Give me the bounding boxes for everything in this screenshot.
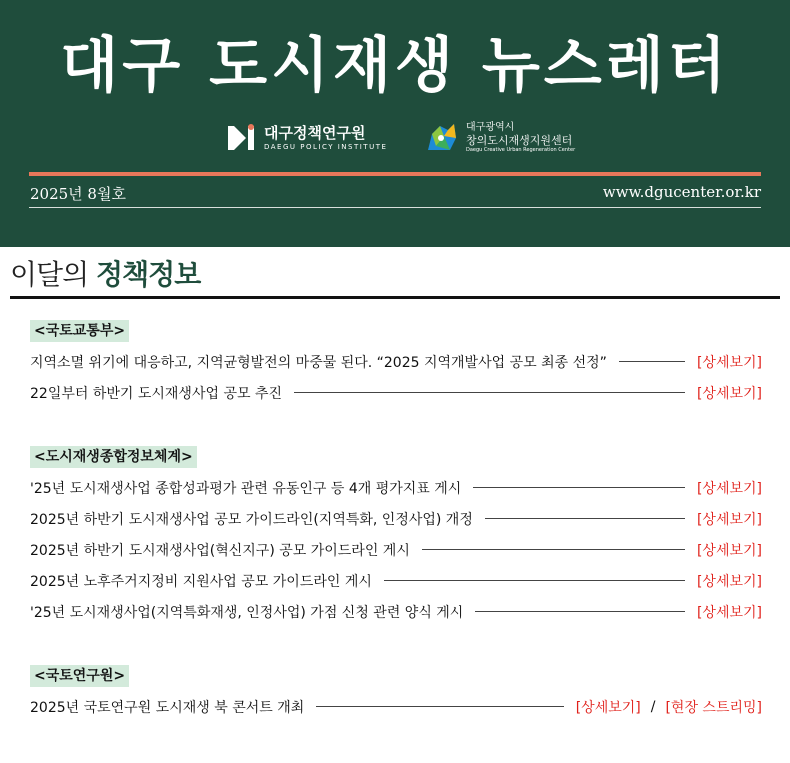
section-title-light: 이달의 (10, 258, 97, 291)
leader-line (422, 549, 685, 550)
news-row (30, 565, 762, 596)
news-title: '25년 도시재생사업(지역특화재생, 인정사업) 가점 신청 관련 양식 게시 (30, 604, 464, 621)
news-row (30, 346, 762, 377)
newsletter-header (0, 0, 790, 247)
group-heading: <국토연구원> (30, 665, 129, 687)
news-title: 2025년 국토연구원 도시재생 북 콘서트 개최 (30, 699, 305, 716)
section-title-bold: 정책정보 (96, 258, 201, 291)
issue-date: 2025년 8월호 (30, 185, 126, 203)
regeneration-center-mark-icon (422, 120, 460, 156)
news-title: 지역소멸 위기에 대응하고, 지역균형발전의 마중물 된다. “2025 지역개발사업 공모 최종 선정” (30, 354, 607, 371)
news-title: 2025년 하반기 도시재생사업 공모 가이드라인(지역특화, 인정사업) 개정 (30, 511, 473, 528)
group-molit (30, 320, 762, 408)
leader-line (294, 392, 685, 393)
detail-link[interactable]: [상세보기] (696, 542, 762, 559)
section-title (10, 255, 200, 295)
partner-logos (0, 118, 790, 158)
detail-link[interactable]: [상세보기] (696, 354, 762, 371)
daegu-regeneration-center-logo (422, 118, 575, 158)
news-row (30, 377, 762, 408)
leader-line (619, 361, 685, 362)
website-link[interactable]: www.dgucenter.or.kr (602, 183, 761, 201)
leader-line (384, 580, 685, 581)
leader-line (485, 518, 685, 519)
dpi-mark-icon (226, 122, 258, 154)
detail-link[interactable]: [상세보기] (696, 604, 762, 621)
detail-link[interactable]: [상세보기] (696, 511, 762, 528)
daegu-policy-institute-logo (226, 118, 387, 158)
logo2-line2: 창의도시재생지원센터 (466, 134, 573, 147)
group-heading: <국토교통부> (30, 320, 129, 342)
accent-divider (29, 172, 761, 176)
news-title: '25년 도시재생사업 종합성과평가 관련 유동인구 등 4개 평가지표 게시 (30, 480, 462, 497)
logo2-line3: Daegu Creative Urban Regeneration Center (466, 147, 576, 153)
news-row (30, 503, 762, 534)
newsletter-title: 대구 도시재생 뉴스레터 (60, 31, 730, 101)
header-divider (29, 207, 761, 208)
group-krihs (30, 665, 762, 722)
logo2-line1: 대구광역시 (466, 122, 515, 133)
detail-link[interactable]: [상세보기] (575, 699, 641, 716)
news-row (30, 691, 762, 722)
logo1-name-en: DAEGU POLICY INSTITUTE (264, 143, 388, 151)
detail-link[interactable]: [상세보기] (696, 385, 762, 402)
news-title: 2025년 하반기 도시재생사업(혁신지구) 공모 가이드라인 게시 (30, 542, 410, 559)
group-heading: <도시재생종합정보체계> (30, 446, 197, 468)
news-row (30, 596, 762, 627)
news-title: 2025년 노후주거지정비 지원사업 공모 가이드라인 게시 (30, 573, 372, 590)
group-urban-regeneration-info (30, 446, 762, 627)
live-streaming-link[interactable]: [현장 스트리밍] (665, 699, 762, 716)
detail-link[interactable]: [상세보기] (696, 480, 762, 497)
leader-line (316, 706, 563, 707)
leader-line (473, 487, 685, 488)
detail-link[interactable]: [상세보기] (696, 573, 762, 590)
news-row (30, 472, 762, 503)
link-separator: / (650, 698, 656, 715)
section-divider (10, 296, 780, 299)
news-title: 22일부터 하반기 도시재생사업 공모 추진 (30, 385, 282, 402)
leader-line (475, 611, 685, 612)
logo1-name-ko: 대구정책연구원 (264, 124, 366, 142)
news-row (30, 534, 762, 565)
